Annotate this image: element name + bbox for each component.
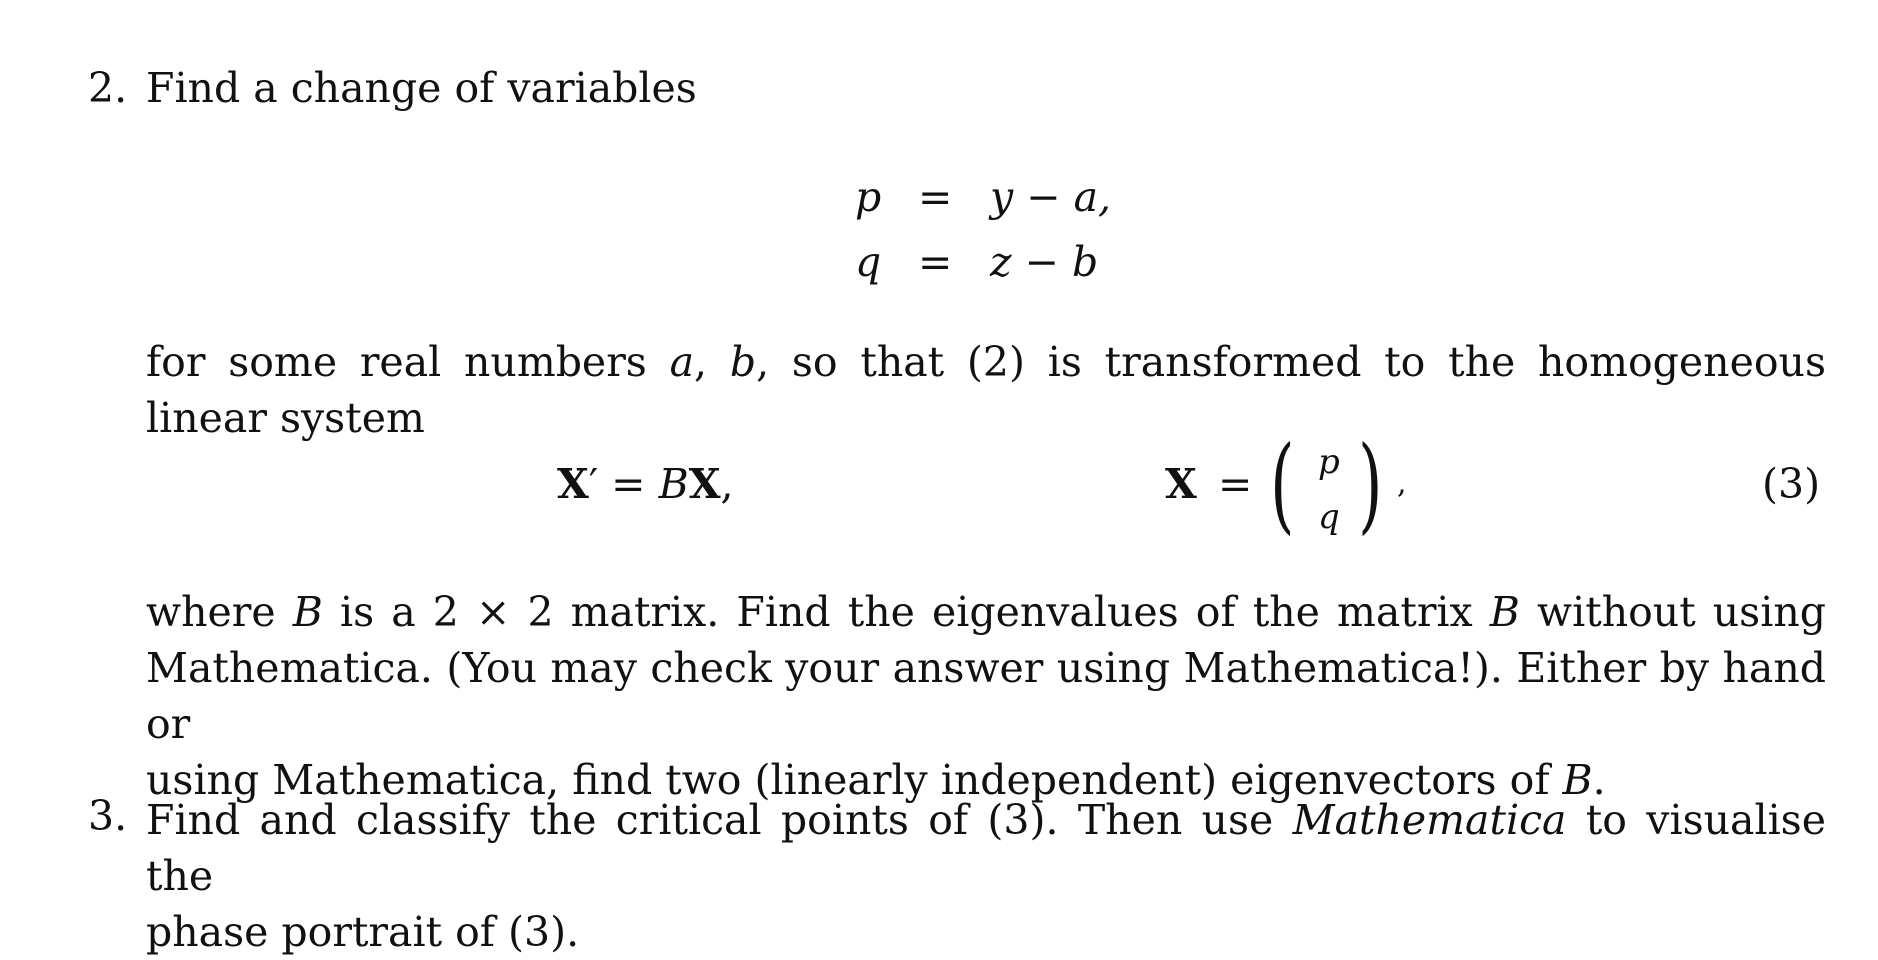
text-segment: without using [1519, 588, 1826, 636]
paragraph-line [146, 792, 1826, 904]
text-segment: where [146, 588, 293, 636]
vector-top: p [1318, 442, 1340, 482]
system-row-1-lhs: p [855, 173, 882, 221]
right-paren-icon: ) [1358, 423, 1383, 545]
var-a: a [669, 338, 695, 386]
left-paren-icon: ( [1270, 423, 1295, 545]
system-row-2-lhs: q [855, 238, 882, 286]
paragraph-line: Mathematica. (You may check your answer using Mathematica!). Either by hand or [146, 644, 1826, 748]
problem-2-number: 2. [88, 64, 128, 112]
comma: , [1397, 466, 1407, 501]
system-row-1-equals: = [918, 173, 953, 221]
matrix-B: B [658, 460, 689, 508]
system-row-1-rhs: y − a, [990, 173, 1112, 221]
paragraph-line [146, 584, 1826, 640]
problem-2-intro: Find a change of variables [146, 64, 697, 112]
equals-sign: = [611, 460, 659, 508]
text-segment: for some real numbers [146, 338, 670, 386]
prime-mark: ′ [588, 460, 599, 508]
system-row-2-rhs: z − b [990, 238, 1099, 286]
system-row-2-equals: = [918, 238, 953, 286]
problem-3-number: 3. [88, 792, 128, 840]
text-segment: to visualise the [146, 796, 1826, 900]
matrix-B: B [1489, 588, 1520, 636]
transform-sentence [146, 334, 1826, 446]
matrix-B: B [1562, 756, 1593, 804]
comma: , [720, 460, 734, 508]
text-segment: , so that (2) is transformed to the homogeneous linear system [146, 338, 1826, 442]
X-symbol: X [688, 460, 721, 508]
linear-system-equation [557, 460, 734, 508]
problem-3-text [146, 792, 1826, 960]
X-prime-symbol: X [557, 460, 589, 508]
text-segment: , [694, 338, 730, 386]
text-segment: Find and classify the critical points of (3). Then use [146, 796, 1293, 844]
eigen-instructions [146, 584, 1826, 808]
text-segment: using Mathematica, find two (linearly independent) eigenvectors of [146, 756, 1563, 804]
text-segment: is a 2 × 2 matrix. Find the eigenvalues of the matrix [322, 588, 1490, 636]
equation-label: (3) [1762, 460, 1821, 508]
equals-sign: = [1218, 460, 1253, 508]
mathematica-italic: Mathematica [1292, 796, 1567, 844]
paragraph-line: phase portrait of (3). [146, 908, 580, 956]
vector-bottom: q [1318, 497, 1340, 537]
text-segment: . [1592, 756, 1606, 804]
X-symbol: X [1165, 460, 1197, 508]
var-b: b [729, 338, 757, 386]
matrix-B: B [292, 588, 323, 636]
